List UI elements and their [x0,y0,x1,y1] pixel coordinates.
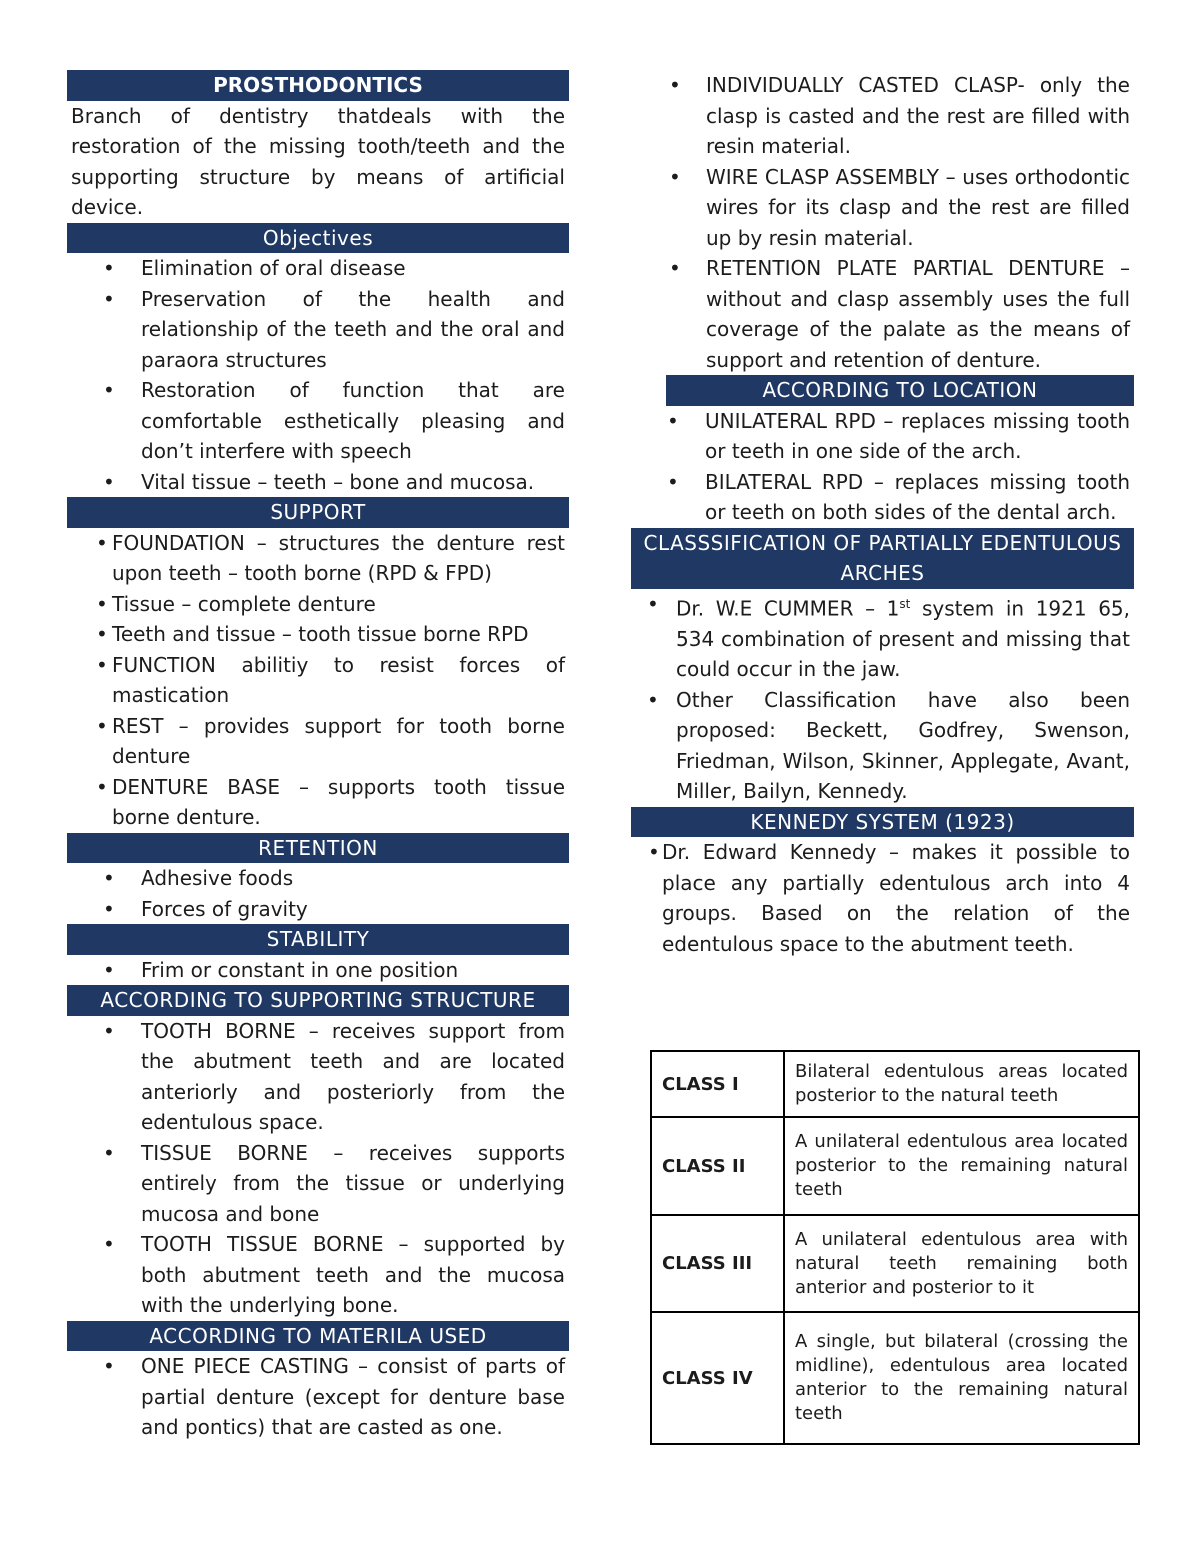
kennedy-classification-table [650,1050,1140,1445]
support-heading: SUPPORT [67,497,569,528]
list-item [631,589,1134,685]
list-item: • BILATERAL RPD – replaces missing tooth or teeth on both sides of the dental arch. [631,467,1134,528]
list-item: • Teeth and tissue – tooth tissue borne RPD [67,619,569,650]
stability-list [67,955,569,986]
kennedy-list [631,837,1134,959]
list-item: • Other Classification have also been proposed: Beckett, Godfrey, Swenson, Friedman, Wilson, Skinner, Applegate, Avant, Miller, Bailyn, Kennedy. [631,685,1134,807]
left-column [67,70,569,1443]
class-description: A unilateral edentulous area located posterior to the remaining natural teeth [784,1117,1139,1215]
list-item: • INDIVIDUALLY CASTED CLASP- only the clasp is casted and the rest are filled with resin material. [631,70,1134,162]
cummer-superscript: st [899,596,911,611]
list-item: • REST – provides support for tooth borne denture [67,711,569,772]
list-item: • Forces of gravity [67,894,569,925]
list-item: • Vital tissue – teeth – bone and mucosa. [67,467,569,498]
kennedy-heading: KENNEDY SYSTEM (1923) [631,807,1134,838]
right-column [631,70,1134,959]
retention-list [67,863,569,924]
class-label: CLASS IV [651,1312,784,1444]
location-list [631,406,1134,528]
list-item: • Restoration of function that are comfortable esthetically pleasing and don’t interfere with speech [67,375,569,467]
list-item: • Adhesive foods [67,863,569,894]
list-item: • Tissue – complete denture [67,589,569,620]
retention-heading: RETENTION [67,833,569,864]
class-description: A single, but bilateral (crossing the midline), edentulous area located anterior to the remaining natural teeth [784,1312,1139,1444]
class-label: CLASS II [651,1117,784,1215]
list-item: • FUNCTION abilitiy to resist forces of mastication [67,650,569,711]
list-item: • TOOTH BORNE – receives support from the abutment teeth and are located anteriorly and posteriorly from the edentulous space. [67,1016,569,1138]
material-heading: ACCORDING TO MATERILA USED [67,1321,569,1352]
list-item: • Preservation of the health and relationship of the teeth and the oral and paraora structures [67,284,569,376]
supporting-structure-list [67,1016,569,1321]
objectives-list [67,253,569,497]
classification-heading-line2: ARCHES [840,561,925,585]
classification-heading [631,528,1134,589]
class-label: CLASS III [651,1215,784,1312]
cummer-text-post: system in 1921 65, 534 combination of present and missing that could occur in the jaw. [676,596,1130,682]
list-item: • DENTURE BASE – supports tooth tissue borne denture. [67,772,569,833]
list-item: • Elimination of oral disease [67,253,569,284]
classification-heading-line1: CLASSSIFICATION OF PARTIALLY EDENTULOUS [643,530,1122,555]
list-item: • UNILATERAL RPD – replaces missing tooth or teeth in one side of the arch. [631,406,1134,467]
material-list [67,1351,569,1443]
list-item: • RETENTION PLATE PARTIAL DENTURE – without and clasp assembly uses the full coverage of the palate as the means of support and retention of denture. [631,253,1134,375]
material-list-continued [631,70,1134,375]
objectives-heading: Objectives [67,223,569,254]
list-item: • WIRE CLASP ASSEMBLY – uses orthodontic wires for its clasp and the rest are filled up by resin material. [631,162,1134,254]
list-item: • Dr. Edward Kennedy – makes it possible to place any partially edentulous arch into 4 groups. Based on the relation of the edentulous space to the abutment teeth. [631,837,1134,959]
supporting-structure-heading: ACCORDING TO SUPPORTING STRUCTURE [67,985,569,1016]
stability-heading: STABILITY [67,924,569,955]
class-description: A unilateral edentulous area with natural teeth remaining both anterior and posterior to it [784,1215,1139,1312]
cummer-text-pre: Dr. W.E CUMMER – 1 [676,596,900,621]
list-item: • TOOTH TISSUE BORNE – supported by both abutment teeth and the mucosa with the underlying bone. [67,1229,569,1321]
classification-list [631,589,1134,807]
definition-paragraph: Branch of dentistry thatdeals with the restoration of the missing tooth/teeth and the supporting structure by means of artificial device. [71,103,565,219]
table-row [651,1051,1139,1117]
page-title: PROSTHODONTICS [67,70,569,101]
table-row [651,1117,1139,1215]
class-label: CLASS I [651,1051,784,1117]
list-item: • ONE PIECE CASTING – consist of parts of partial denture (except for denture base and pontics) that are casted as one. [67,1351,569,1443]
list-item: • TISSUE BORNE – receives supports entirely from the tissue or underlying mucosa and bone [67,1138,569,1230]
class-description: Bilateral edentulous areas located posterior to the natural teeth [784,1051,1139,1117]
support-list [67,528,569,833]
list-item: • Frim or constant in one position [67,955,569,986]
location-heading: ACCORDING TO LOCATION [666,375,1134,406]
table-row [651,1215,1139,1312]
table-row [651,1312,1139,1444]
list-item: • FOUNDATION – structures the denture rest upon teeth – tooth borne (RPD & FPD) [67,528,569,589]
